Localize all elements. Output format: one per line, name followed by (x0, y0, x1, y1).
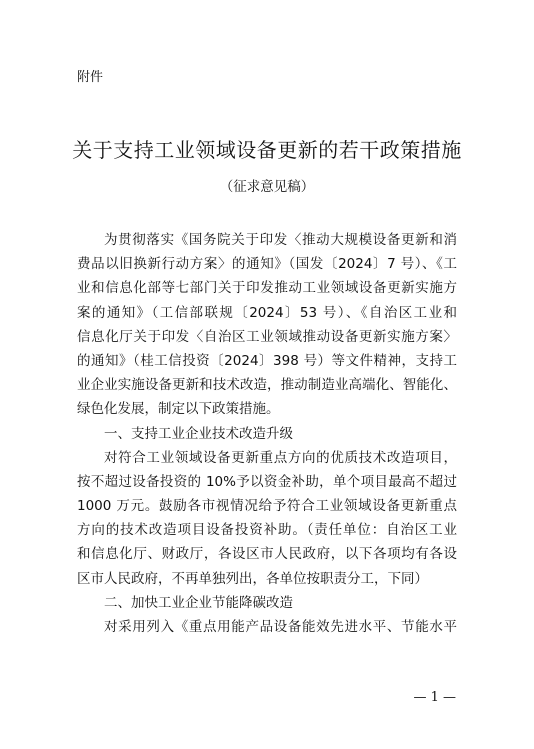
body-line: 和信息化厅、财政厅，各设区市人民政府，以下各项均有各设 (77, 546, 457, 563)
body-line: 对符合工业领域设备更新重点方向的优质技术改造项目， (104, 449, 457, 466)
document-subtitle: （征求意见稿） (219, 179, 315, 195)
body-line: 信息化厅关于印发〈自治区工业领域推动设备更新实施方案〉 (77, 328, 457, 345)
body-line: 的通知》（桂工信投资〔2024〕398 号）等文件精神，支持工 (77, 352, 457, 369)
body-line: 业企业实施设备更新和技术改造，推动制造业高端化、智能化、 (77, 377, 457, 394)
body-line: 1000 万元。鼓励各市视情况给予符合工业领域设备更新重点 (77, 498, 457, 515)
body-line: 区市人民政府，不再单独列出，各单位按职责分工，下同） (77, 570, 428, 587)
document-title: 关于支持工业领域设备更新的若干政策措施 (72, 138, 462, 162)
document-body (77, 228, 457, 639)
body-line: 费品以旧换新行动方案〉的通知》（国发〔2024〕7 号）、《工 (77, 256, 457, 273)
body-line: 按不超过设备投资的 10%予以资金补助，单个项目最高不超过 (77, 473, 457, 490)
body-line: 案的通知》（工信部联规〔2024〕53 号）、《自治区工业和 (77, 304, 457, 321)
body-line: 对采用列入《重点用能产品设备能效先进水平、节能水平 (104, 619, 457, 635)
section-heading: 二、加快工业企业节能降碳改造 (104, 594, 293, 611)
body-line: 绿色化发展，制定以下政策措施。 (77, 401, 280, 418)
body-line: 业和信息化部等七部门关于印发推动工业领域设备更新实施方 (77, 280, 457, 297)
attachment-label: 附件 (77, 70, 104, 85)
page-number: — 1 — (413, 690, 456, 705)
body-line: 方向的技术改造项目设备投资补助。（责任单位：自治区工业 (77, 522, 457, 539)
section-heading: 一、支持工业企业技术改造升级 (104, 425, 293, 442)
body-line: 为贯彻落实《国务院关于印发〈推动大规模设备更新和消 (104, 232, 457, 248)
